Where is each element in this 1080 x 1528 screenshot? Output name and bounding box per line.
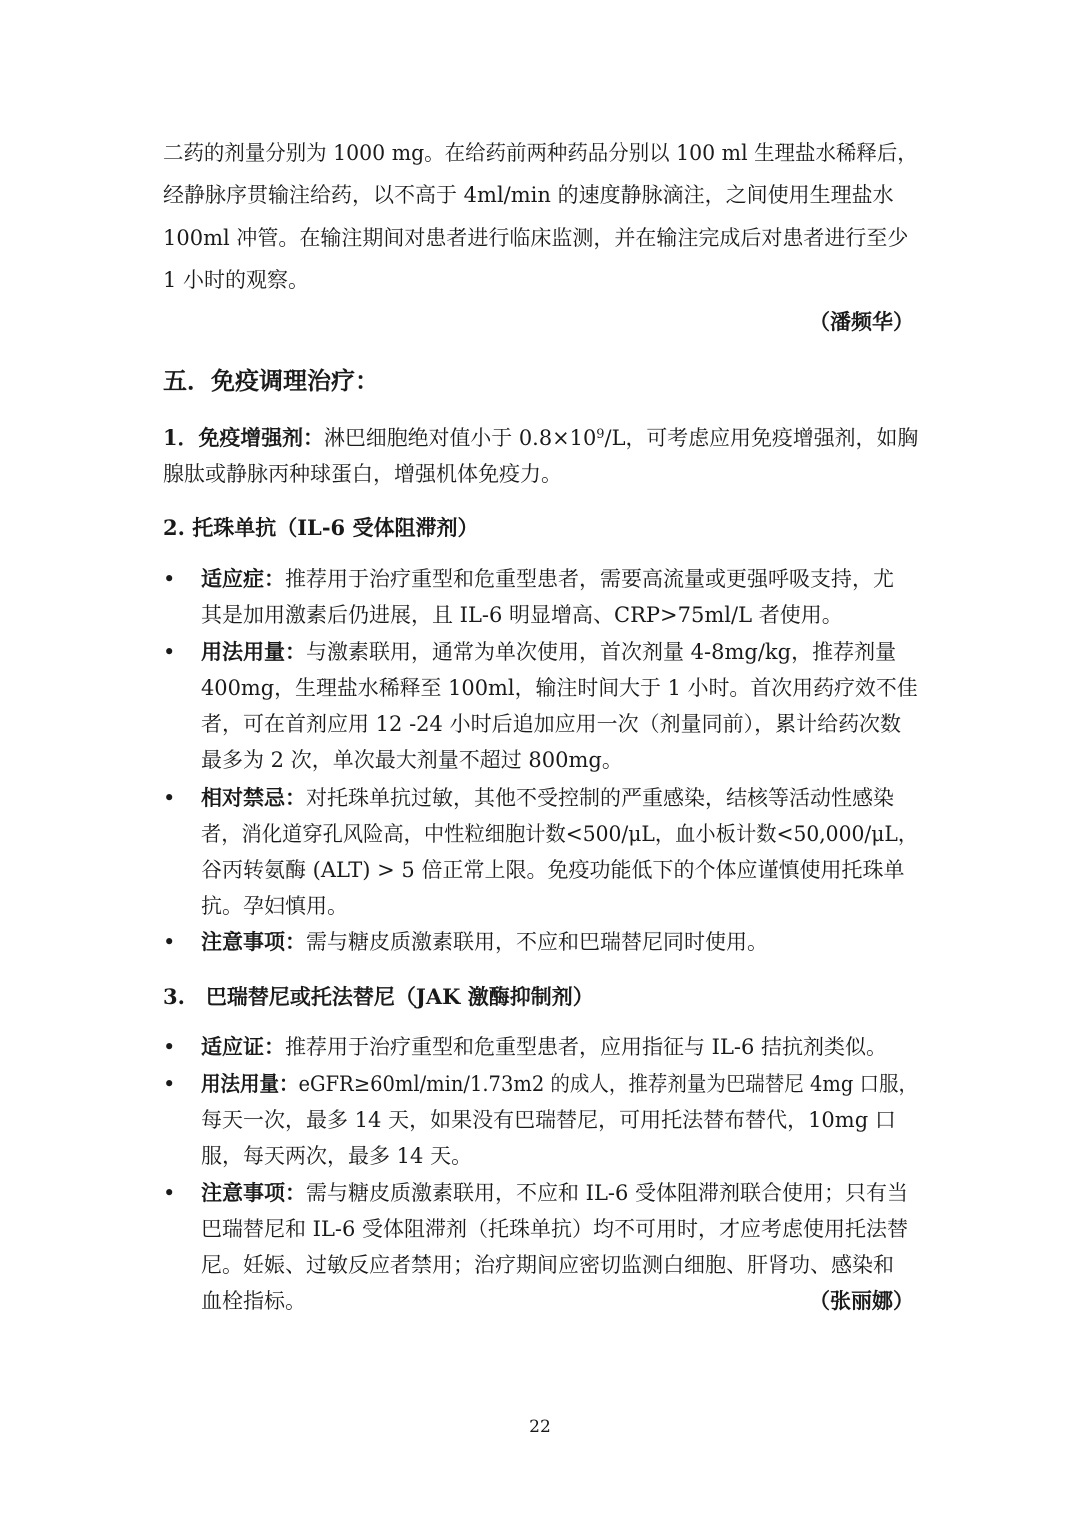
author-signature: （张丽娜） — [809, 1288, 914, 1313]
bullet-line: 服，每天两次，最多 14 天。 — [201, 1144, 473, 1168]
bullet-icon: • — [163, 930, 176, 954]
bullet-text: 需与糖皮质激素联用，不应和 IL-6 受体阻滞剂联合使用；只有当 — [306, 1181, 909, 1205]
bullet-label: 注意事项： — [201, 1180, 306, 1205]
bullet-line: 者，消化道穿孔风险高，中性粒细胞计数<500/μL，血小板计数<50,000/μL， — [201, 822, 919, 846]
item3-heading: 3. 巴瑞替尼或托法替尼（JAK 激酶抑制剂） — [163, 984, 594, 1009]
page-number: 22 — [529, 1417, 551, 1437]
bullet-line — [201, 637, 896, 667]
paragraph-line: 经静脉序贯输注给药，以不高于 4ml/min 的速度静脉滴注，之间使用生理盐水 — [163, 183, 894, 207]
bullet-line: 其是加用激素后仍进展，且 IL-6 明显增高、CRP>75ml/L 者使用。 — [201, 603, 843, 627]
bullet-line: 者，可在首剂应用 12 -24 小时后追加应用一次（剂量同前），累计给药次数 — [201, 712, 902, 736]
bullet-label: 适应症： — [201, 566, 285, 591]
bullet-line — [201, 1178, 908, 1208]
bullet-icon: • — [163, 640, 176, 664]
bullet-icon: • — [163, 1181, 176, 1205]
item1-text-cont: /L，可考虑应用免疫增强剂，如胸 — [604, 426, 919, 450]
item1-line — [163, 423, 918, 453]
paragraph-line: 1 小时的观察。 — [163, 268, 310, 292]
bullet-label: 注意事项： — [201, 929, 306, 954]
paragraph-line: 腺肽或静脉丙种球蛋白，增强机体免疫力。 — [163, 462, 562, 486]
bullet-text: 推荐用于治疗重型和危重型患者，需要高流量或更强呼吸支持，尤 — [285, 567, 894, 591]
bullet-line: 血栓指标。 — [201, 1289, 306, 1313]
bullet-line — [201, 1069, 918, 1099]
bullet-icon: • — [163, 567, 176, 591]
bullet-text: 与激素联用，通常为单次使用，首次剂量 4-8mg/kg，推荐剂量 — [306, 640, 897, 664]
bullet-line — [201, 783, 894, 813]
bullet-icon: • — [163, 1072, 176, 1096]
bullet-text: 推荐用于治疗重型和危重型患者，应用指征与 IL-6 拮抗剂类似。 — [285, 1035, 888, 1059]
bullet-line: 尼。妊娠、过敏反应者禁用；治疗期间应密切监测白细胞、肝肾功、感染和 — [201, 1253, 894, 1277]
bullet-text: 需与糖皮质激素联用，不应和巴瑞替尼同时使用。 — [306, 930, 768, 954]
item1-superscript: 9 — [596, 427, 605, 442]
bullet-line: 谷丙转氨酶 (ALT) > 5 倍正常上限。免疫功能低下的个体应谨慎使用托珠单 — [201, 858, 905, 882]
bullet-line: 400mg，生理盐水稀释至 100ml，输注时间大于 1 小时。首次用药疗效不佳 — [201, 676, 918, 700]
bullet-line — [201, 1032, 887, 1062]
paragraph-line: 100ml 冲管。在输注期间对患者进行临床监测，并在输注完成后对患者进行至少 — [163, 226, 909, 250]
bullet-text: 对托珠单抗过敏，其他不受控制的严重感染，结核等活动性感染 — [306, 786, 894, 810]
bullet-icon: • — [163, 1035, 176, 1059]
bullet-label: 相对禁忌： — [201, 785, 306, 810]
bullet-line — [201, 927, 768, 957]
bullet-line: 巴瑞替尼和 IL-6 受体阻滞剂（托珠单抗）均不可用时，才应考虑使用托法替 — [201, 1217, 909, 1241]
bullet-label: 用法用量： — [201, 639, 306, 664]
item1-label: 1．免疫增强剂： — [163, 425, 324, 450]
bullet-line: 最多为 2 次，单次最大剂量不超过 800mg。 — [201, 748, 623, 772]
bullet-line — [201, 564, 894, 594]
bullet-icon: • — [163, 786, 176, 810]
bullet-text: eGFR≥60ml/min/1.73m2 的成人，推荐剂量为巴瑞替尼 4mg 口服， — [298, 1072, 918, 1096]
paragraph-line: 二药的剂量分别为 1000 mg。在给药前两种药品分别以 100 ml 生理盐水稀释后， — [163, 141, 918, 165]
item1-text: 淋巴细胞绝对值小于 0.8×10 — [323, 426, 597, 450]
author-signature: （潘频华） — [809, 309, 914, 334]
bullet-label: 用法用量： — [201, 1071, 299, 1096]
section-title: 五．免疫调理治疗： — [163, 366, 379, 395]
bullet-line: 抗。孕妇慎用。 — [201, 894, 348, 918]
bullet-line: 每天一次，最多 14 天，如果没有巴瑞替尼，可用托法替布替代，10mg 口 — [201, 1108, 896, 1132]
item2-heading: 2. 托珠单抗（IL-6 受体阻滞剂） — [163, 515, 479, 540]
bullet-label: 适应证： — [201, 1034, 285, 1059]
